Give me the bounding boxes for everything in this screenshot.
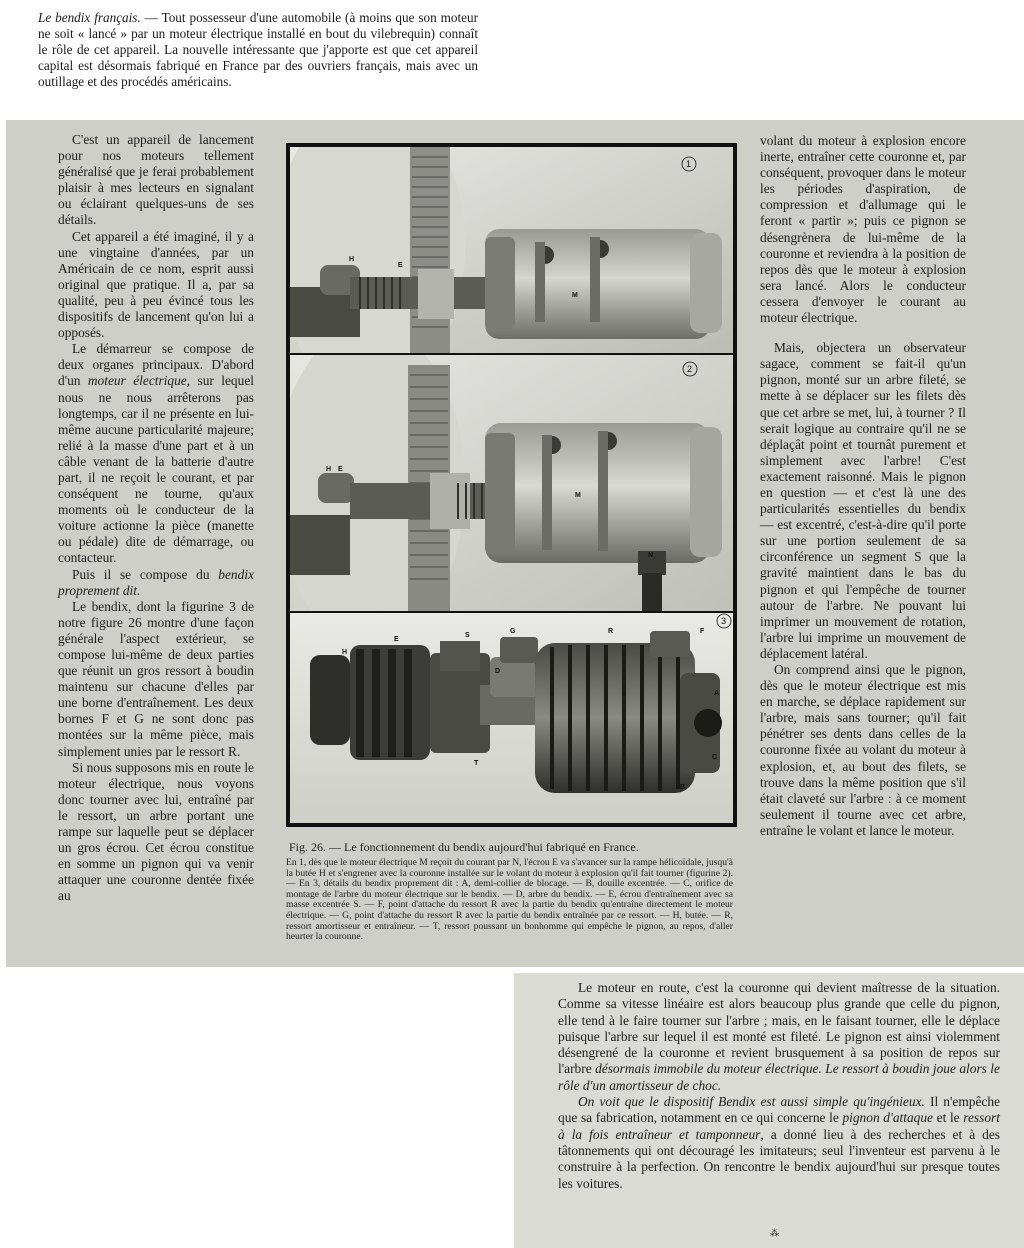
label-A: A xyxy=(714,690,720,697)
label-E: E xyxy=(394,636,399,643)
label-M: M xyxy=(572,292,578,299)
panel-number-2: 2 xyxy=(687,364,693,374)
label-E: E xyxy=(398,262,403,269)
caption-text: En 1, dès que le moteur électrique M reçoit du courant par N, l'écrou E va s'avancer sur la rampe hélicoïdale, jusqu'à la butée H et s'engrener avec la couronne installée sur le volant du moteur à explosion qu'il fait tourner (figurine 2). — En 3, détails du bendix proprement dit : A, demi-collier de blocage. — B, douille excentrée. — C, orifice de montage de l'arbre du moteur électrique sur le bendix. — D, arbre du bendix. — E, écrou d'entraînement avec sa masse excentrée S. — F, point d'attache du ressort R avec la partie du bendix qu'entraîne directement le moteur électrique. — G, point d'attache du ressort R avec la partie du bendix entraînée par ce ressort. — H, butée. — R, ressort amortisseur et entraîneur. — T, ressort poussant un bonhomme qui empêche le pignon, au repos, d'aller heurter la couronne. xyxy=(286,857,733,943)
intro-lead: Le bendix français. xyxy=(38,10,141,25)
label-N: N xyxy=(648,552,654,559)
label-B: B xyxy=(680,784,686,791)
left-text: Le démarreur se compose de deux organes principaux. D'abord d'un xyxy=(58,341,254,389)
label-E: E xyxy=(338,466,343,473)
right-column xyxy=(760,133,966,839)
left-text: , sur lequel nous ne nous arrêterons pas longtemps, car il ne présente en lui-même aucune particularité majeure; relié à la masse d'une part et à un câble venant de la batterie d'autre part, il ne reçoit le courant, et par conséquent ne tourne, qu'aux moments où le conducteur de la voiture actionne la pièce (manette ou pédale) dite de démarrage, ou contacteur. xyxy=(58,373,254,566)
panel-number-3: 3 xyxy=(721,616,727,626)
label-C: C xyxy=(712,754,718,761)
figure-caption xyxy=(286,840,733,943)
figure-26 xyxy=(286,143,737,827)
left-emphasis: bendix proprement dit. xyxy=(58,566,254,598)
bottom-text xyxy=(558,980,1000,1192)
figure-panel-2 xyxy=(290,355,733,611)
figure-panel-3 xyxy=(290,613,733,823)
bottom-text-run: et le xyxy=(933,1110,960,1126)
right-paragraph: Mais, objectera un observateur sagace, comment se fait-il qu'un pignon, monté sur un arbre fileté, se mette à se déplacer sur les filets dès que cet arbre se met, lui, à tourner ? Il serait logique au contraire qu'il ne se déplaçât point et tournât purement et simplement avec l'arbre! C'est exactement raisonné. Mais le pignon en question — et c'est là une des particularités essentielles du bendix — est excentré, c'est-à-dire qu'il porte sur une portion seulement de sa circonférence un segment S que la gravité maintient dans le bas du pignon et qui l'empêche de tourner autour de l'arbre. Ne pouvant lui imprimer un mouvement de rotation, l'arbre lui imprime un mouvement de déplacement latéral. xyxy=(760,340,966,661)
bottom-emphasis: On voit que le dispositif Bendix est aussi simple qu'ingénieux. xyxy=(578,1094,925,1110)
figure-panel-1 xyxy=(290,147,733,353)
left-column xyxy=(58,132,254,905)
label-G: G xyxy=(510,628,516,635)
label-H: H xyxy=(342,649,348,656)
panel-number-1: 1 xyxy=(686,159,692,169)
label-D: D xyxy=(495,668,501,675)
left-emphasis: moteur électrique xyxy=(87,373,187,389)
label-H: H xyxy=(326,466,332,473)
intro-paragraph xyxy=(38,10,478,90)
label-F: F xyxy=(700,628,705,635)
bottom-text-run: Il n'empêche que sa fabrication, notamment en ce qui concerne le xyxy=(558,1094,1000,1126)
bottom-emphasis: ressort à la fois entraîneur et tamponneur xyxy=(558,1110,1000,1142)
left-paragraph: Le bendix, dont la figurine 3 de notre figure 26 montre d'une façon générale l'aspect extérieur, se compose lui-même de deux parties que réunit un gros ressort à boudin maintenu sur chacune d'elles par une borne d'entraînement. Les deux bornes F et G ne sont donc pas montées sur la même pièce, mais simplement unies par le ressort R. xyxy=(58,598,254,759)
left-paragraph: Si nous supposons mis en route le moteur électrique, nous voyons donc tourner avec lui, entraîné par le ressort, un arbre portant une rampe sur laquelle peut se déplacer un gros écrou. Cet écrou constitue en somme un pignon qui va venir attaquer une couronne dentée fixée au xyxy=(58,759,254,904)
label-M: M xyxy=(575,492,581,499)
bottom-paragraph xyxy=(558,1094,1000,1192)
right-paragraph: On comprend ainsi que le pignon, dès que le moteur électrique est mis en marche, se déplace rapidement sur l'arbre, mais sans tourner; qu'il fait pénétrer ses dents dans celles de la couronne fixée au volant du moteur à explosion, et, au bout des filets, se trouve dans la même position que s'il était claveté sur l'arbre : à ce moment seulement il tourne avec cet arbre, entraîne le volant et lance le moteur. xyxy=(760,662,966,838)
left-paragraph xyxy=(58,567,254,599)
left-paragraph: Cet appareil a été imaginé, il y a une vingtaine d'années, par un Américain de ce nom, esprit aussi original que pratique. Il a, par sa qualité, peu à peu évincé tous les dispositifs de lancement qu'on lui a opposés. xyxy=(58,228,254,341)
intro-text: — Tout possesseur d'une automobile (à moins que son moteur ne soit « lancé » par un moteur électrique installé en bout du vilebrequin) connaît le rôle de cet appareil. La nouvelle intéressante que j'apporte est que cet appareil capital est désormais fabriqué en France par des ouvriers français, mais avec un outillage et des procédés américains. xyxy=(38,10,478,89)
bottom-paragraph xyxy=(558,980,1000,1094)
label-T: T xyxy=(474,760,479,767)
label-S: S xyxy=(465,632,470,639)
bottom-emphasis: désormais immobile du moteur électrique. xyxy=(595,1061,822,1077)
ornament-asterism: ⁂ xyxy=(770,1228,779,1238)
bottom-text-run: Le moteur en route, c'est la couronne qui devient maîtresse de la situation. Comme sa vitesse linéaire est alors beaucoup plus grande que celle du pignon, elle tend à le faire tourner sur l'arbre ; mais, en le faisant tourner, elle le déplace puisque l'arbre sur lequel il est monté est fileté. Le pignon est ainsi violemment désengrené de la couronne et revient brusquement à sa position de repos sur l'arbre xyxy=(558,980,1000,1077)
bottom-text-run: , a donné lieu à des recherches et à des tâtonnements qui ont découragé les imitateurs; seul l'inventeur est parvenu à le construire à la perfection. On rencontre le bendix aujourd'hui sur presque toutes les voitures. xyxy=(558,1126,1000,1191)
label-H: H xyxy=(349,256,355,263)
left-paragraph xyxy=(58,341,254,566)
caption-title: Fig. 26. — Le fonctionnement du bendix aujourd'hui fabriqué en France. xyxy=(289,840,639,854)
right-paragraph: volant du moteur à explosion encore inerte, entraîner cette couronne et, par conséquent, provoquer dans le moteur les périodes d'aspiration, de compression et d'allumage qui le feront « partir »; puis ce pignon se désengrènera de lui-même de la couronne et reviendra à la position de repos dès que le moteur à explosion sera lancé. Alors le conducteur cessera d'envoyer le courant au moteur électrique. xyxy=(760,133,966,326)
left-text: Puis il se compose du xyxy=(72,566,210,582)
bottom-emphasis: Le ressort à boudin joue alors le rôle d'un amortisseur de choc. xyxy=(558,1061,1000,1093)
left-paragraph: C'est un appareil de lancement pour nos moteurs tellement généralisé que je ferai probablement plaisir à mes lecteurs en signalant ou éclairant quelques-uns de ses détails. xyxy=(58,132,254,228)
label-R: R xyxy=(608,628,614,635)
bottom-emphasis: pignon d'attaque xyxy=(842,1110,933,1126)
